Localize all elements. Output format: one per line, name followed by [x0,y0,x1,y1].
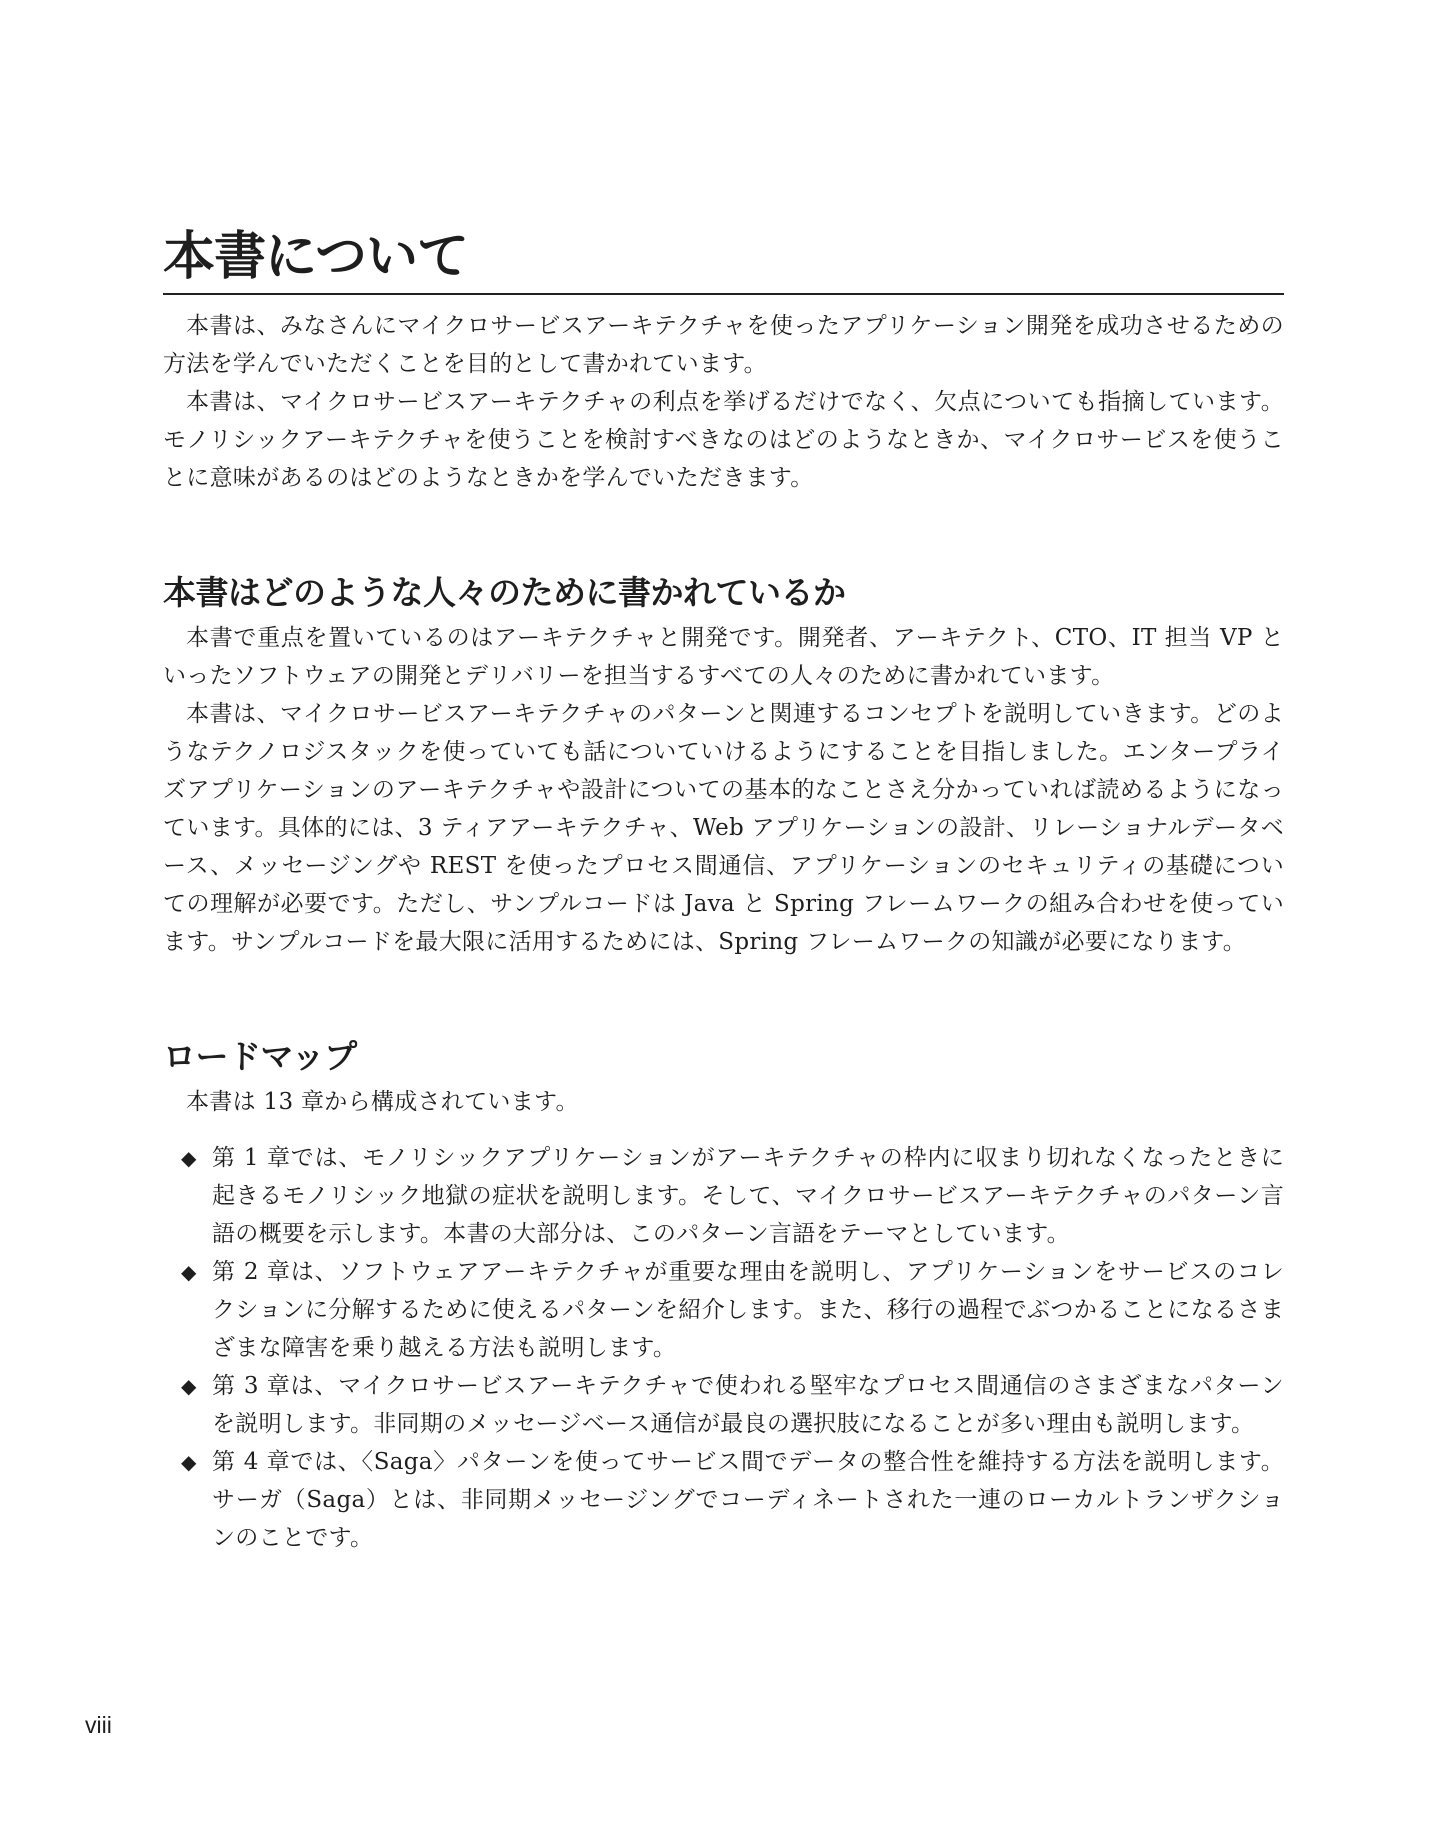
page-body [163,225,1284,1557]
list-item-text: 第 2 章は、ソフトウェアアーキテクチャが重要な理由を説明し、アプリケーションをサービスのコレクションに分解するために使えるパターンを紹介します。また、移行の過程でぶつかることになるさまざまな障害を乗り越える方法も説明します。 [212,1259,1284,1361]
page-number: viii [85,1712,112,1738]
chapter-list [163,1139,1284,1557]
paragraph: 本書は、マイクロサービスアーキテクチャのパターンと関連するコンセプトを説明していきます。どのようなテクノロジスタックを使っていても話についていけるようにすることを目指しました。エンタープライズアプリケーションのアーキテクチャや設計についての基本的なことさえ分かっていれば読めるようになっています。具体的には、3 ティアアーキテクチャ、Web アプリケーションの設計、リレーショナルデータベース、メッセージングや REST を使ったプロセス間通信、アプリケーションのセキュリティの基礎についての理解が必要です。ただし、サンプルコードは Java と Spring フレームワークの組み合わせを使っています。サンプルコードを最大限に活用するためには、Spring フレームワークの知識が必要になります。 [163,701,1285,955]
section-title-audience: 本書はどのような人々のために書かれているか [163,573,846,612]
bullet-icon: ◆ [181,1450,197,1474]
paragraph: 本書で重点を置いているのはアーキテクチャと開発です。開発者、アーキテクト、CTO、IT 担当 VP といったソフトウェアの開発とデリバリーを担当するすべての人々のために書かれています。 [163,625,1284,689]
list-item [163,1443,1284,1557]
paragraph: 本書は、みなさんにマイクロサービスアーキテクチャを使ったアプリケーション開発を成功させるための方法を学んでいただくことを目的として書かれています。 [163,313,1284,377]
list-item [163,1367,1284,1443]
list-item-text: 第 4 章では、〈Saga〉パターンを使ってサービス間でデータの整合性を維持する方法を説明します。サーガ（Saga）とは、非同期メッセージングでコーディネートされた一連のローカルトランザクションのことです。 [212,1449,1284,1551]
paragraph: 本書は、マイクロサービスアーキテクチャの利点を挙げるだけでなく、欠点についても指摘しています。モノリシックアーキテクチャを使うことを検討すべきなのはどのようなときか、マイクロサービスを使うことに意味があるのはどのようなときかを学んでいただきます。 [163,389,1284,491]
roadmap-intro: 本書は 13 章から構成されています。 [186,1089,579,1115]
list-item-text: 第 3 章は、マイクロサービスアーキテクチャで使われる堅牢なプロセス間通信のさまざまなパターンを説明します。非同期のメッセージベース通信が最良の選択肢になることが多い理由も説明します。 [212,1373,1284,1437]
section-title-about: 本書について [163,225,1284,295]
section-title-roadmap: ロードマップ [163,1037,357,1076]
list-item [163,1253,1284,1367]
bullet-icon: ◆ [181,1260,197,1284]
list-item [163,1139,1284,1253]
list-item-text: 第 1 章では、モノリシックアプリケーションがアーキテクチャの枠内に収まり切れなくなったときに起きるモノリシック地獄の症状を説明します。そして、マイクロサービスアーキテクチャのパターン言語の概要を示します。本書の大部分は、このパターン言語をテーマとしています。 [212,1145,1284,1247]
bullet-icon: ◆ [181,1374,197,1398]
bullet-icon: ◆ [181,1146,197,1170]
